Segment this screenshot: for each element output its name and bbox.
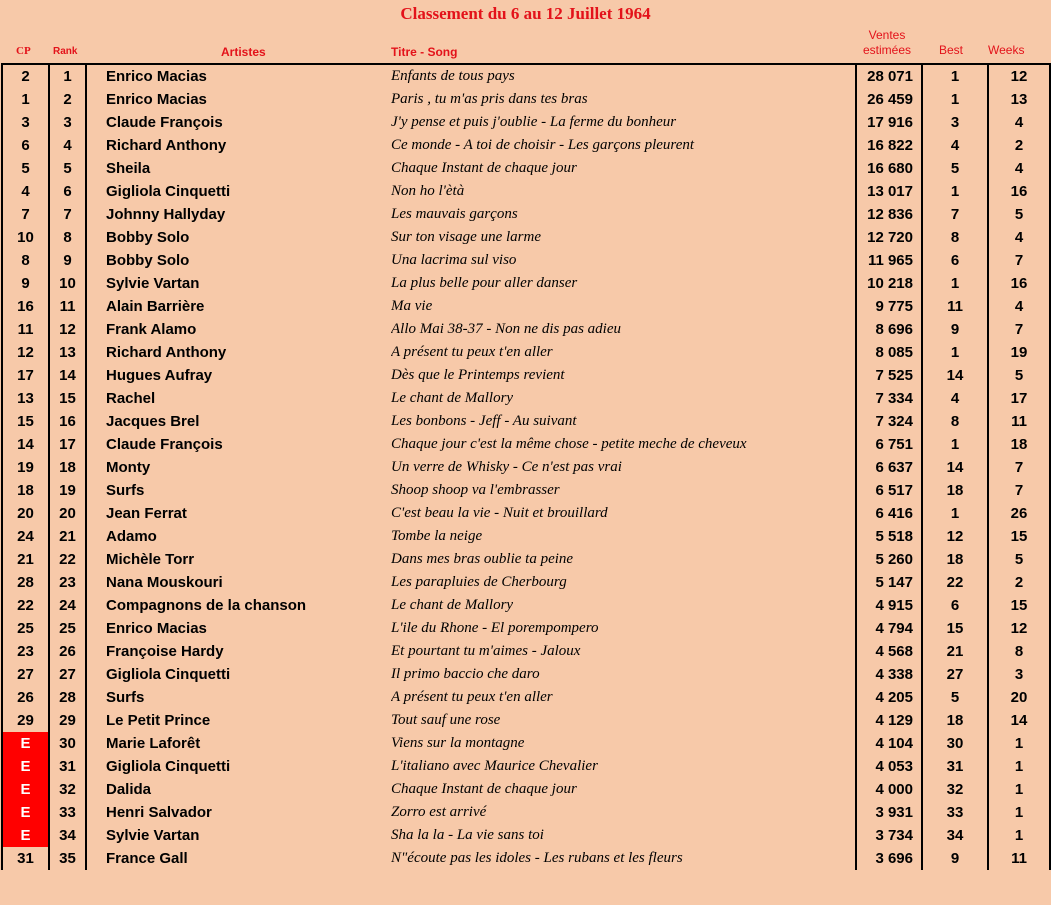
cell-sales: 10 218: [856, 272, 922, 295]
cell-title: Chaque jour c'est la même chose - petite meche de cheveux: [391, 433, 856, 456]
cell-previous-position: 26: [2, 686, 49, 709]
cell-previous-position: 5: [2, 157, 49, 180]
cell-rank: 1: [49, 64, 86, 88]
cell-weeks: 12: [988, 64, 1050, 88]
cell-sales: 4 129: [856, 709, 922, 732]
cell-artist: Compagnons de la chanson: [86, 594, 391, 617]
cell-rank: 11: [49, 295, 86, 318]
cell-sales: 4 915: [856, 594, 922, 617]
cell-title: Un verre de Whisky - Ce n'est pas vrai: [391, 456, 856, 479]
cell-weeks: 5: [988, 203, 1050, 226]
cell-artist: Le Petit Prince: [86, 709, 391, 732]
cell-weeks: 4: [988, 111, 1050, 134]
table-row: [2, 272, 1050, 295]
cell-rank: 4: [49, 134, 86, 157]
cell-previous-position: E: [2, 732, 49, 755]
table-row: [2, 709, 1050, 732]
cell-previous-position: 6: [2, 134, 49, 157]
cell-title: Viens sur la montagne: [391, 732, 856, 755]
cell-sales: 7 525: [856, 364, 922, 387]
cell-previous-position: 17: [2, 364, 49, 387]
cell-best: 1: [922, 502, 988, 525]
cell-artist: Jacques Brel: [86, 410, 391, 433]
cell-sales: 9 775: [856, 295, 922, 318]
table-row: [2, 617, 1050, 640]
cell-best: 1: [922, 64, 988, 88]
cell-artist: Monty: [86, 456, 391, 479]
cell-best: 4: [922, 387, 988, 410]
table-row: [2, 226, 1050, 249]
cell-title: Les parapluies de Cherbourg: [391, 571, 856, 594]
cell-title: Il primo baccio che daro: [391, 663, 856, 686]
cell-previous-position: 16: [2, 295, 49, 318]
cell-sales: 17 916: [856, 111, 922, 134]
cell-title: Le chant de Mallory: [391, 594, 856, 617]
cell-artist: Adamo: [86, 525, 391, 548]
cell-best: 8: [922, 410, 988, 433]
cell-title: Chaque Instant de chaque jour: [391, 778, 856, 801]
cell-previous-position: 1: [2, 88, 49, 111]
cell-best: 6: [922, 249, 988, 272]
table-row: [2, 249, 1050, 272]
cell-previous-position: E: [2, 824, 49, 847]
cell-artist: Michèle Torr: [86, 548, 391, 571]
chart-rows: [2, 64, 1050, 870]
cell-artist: Alain Barrière: [86, 295, 391, 318]
cell-best: 22: [922, 571, 988, 594]
cell-sales: 8 085: [856, 341, 922, 364]
header-sales-line2: estimées: [862, 43, 912, 57]
cell-rank: 30: [49, 732, 86, 755]
cell-artist: Richard Anthony: [86, 341, 391, 364]
cell-title: L'italiano avec Maurice Chevalier: [391, 755, 856, 778]
cell-rank: 10: [49, 272, 86, 295]
cell-sales: 3 696: [856, 847, 922, 870]
page-title: Classement du 6 au 12 Juillet 1964: [400, 4, 651, 23]
cell-previous-position: 11: [2, 318, 49, 341]
cell-previous-position: 10: [2, 226, 49, 249]
table-row: [2, 64, 1050, 88]
cell-sales: 3 931: [856, 801, 922, 824]
cell-weeks: 16: [988, 180, 1050, 203]
cell-rank: 9: [49, 249, 86, 272]
cell-rank: 25: [49, 617, 86, 640]
cell-title: Non ho l'ètà: [391, 180, 856, 203]
cell-title: La plus belle pour aller danser: [391, 272, 856, 295]
cell-title: C'est beau la vie - Nuit et brouillard: [391, 502, 856, 525]
cell-rank: 6: [49, 180, 86, 203]
cell-sales: 4 794: [856, 617, 922, 640]
cell-previous-position: 7: [2, 203, 49, 226]
cell-rank: 12: [49, 318, 86, 341]
cell-weeks: 4: [988, 226, 1050, 249]
header-best: Best: [939, 43, 964, 57]
cell-rank: 26: [49, 640, 86, 663]
cell-best: 18: [922, 479, 988, 502]
cell-weeks: 1: [988, 732, 1050, 755]
cell-previous-position: 3: [2, 111, 49, 134]
cell-best: 6: [922, 594, 988, 617]
cell-weeks: 7: [988, 479, 1050, 502]
cell-best: 11: [922, 295, 988, 318]
cell-best: 14: [922, 456, 988, 479]
cell-sales: 3 734: [856, 824, 922, 847]
cell-title: Zorro est arrivé: [391, 801, 856, 824]
cell-previous-position: 9: [2, 272, 49, 295]
cell-weeks: 2: [988, 134, 1050, 157]
cell-title: Ce monde - A toi de choisir - Les garçons pleurent: [391, 134, 856, 157]
cell-best: 33: [922, 801, 988, 824]
cell-previous-position: 29: [2, 709, 49, 732]
cell-title: Les bonbons - Jeff - Au suivant: [391, 410, 856, 433]
cell-rank: 17: [49, 433, 86, 456]
cell-previous-position: 15: [2, 410, 49, 433]
cell-sales: 5 518: [856, 525, 922, 548]
table-row: [2, 203, 1050, 226]
header-sales-line1: Ventes: [868, 28, 906, 42]
cell-weeks: 4: [988, 157, 1050, 180]
cell-sales: 7 334: [856, 387, 922, 410]
cell-previous-position: 27: [2, 663, 49, 686]
cell-rank: 28: [49, 686, 86, 709]
cell-title: Tombe la neige: [391, 525, 856, 548]
cell-rank: 14: [49, 364, 86, 387]
cell-best: 21: [922, 640, 988, 663]
cell-weeks: 3: [988, 663, 1050, 686]
cell-rank: 8: [49, 226, 86, 249]
table-row: [2, 824, 1050, 847]
table-row: [2, 571, 1050, 594]
cell-previous-position: E: [2, 755, 49, 778]
cell-sales: 4 338: [856, 663, 922, 686]
cell-title: Dès que le Printemps revient: [391, 364, 856, 387]
table-row: [2, 732, 1050, 755]
header-rank: Rank: [53, 46, 78, 57]
cell-sales: 6 637: [856, 456, 922, 479]
cell-sales: 4 104: [856, 732, 922, 755]
cell-artist: Rachel: [86, 387, 391, 410]
cell-sales: 6 517: [856, 479, 922, 502]
cell-title: J'y pense et puis j'oublie - La ferme du bonheur: [391, 111, 856, 134]
cell-best: 5: [922, 157, 988, 180]
cell-title: Les mauvais garçons: [391, 203, 856, 226]
header-title: Titre - Song: [391, 45, 458, 59]
cell-previous-position: 21: [2, 548, 49, 571]
cell-artist: Hugues Aufray: [86, 364, 391, 387]
cell-artist: Richard Anthony: [86, 134, 391, 157]
cell-weeks: 26: [988, 502, 1050, 525]
cell-previous-position: 8: [2, 249, 49, 272]
cell-best: 9: [922, 318, 988, 341]
cell-weeks: 8: [988, 640, 1050, 663]
cell-rank: 33: [49, 801, 86, 824]
table-row: [2, 801, 1050, 824]
table-row: [2, 341, 1050, 364]
cell-sales: 6 416: [856, 502, 922, 525]
cell-best: 9: [922, 847, 988, 870]
cell-best: 27: [922, 663, 988, 686]
cell-previous-position: 24: [2, 525, 49, 548]
table-row: [2, 640, 1050, 663]
table-row: [2, 180, 1050, 203]
cell-title: N"écoute pas les idoles - Les rubans et les fleurs: [391, 847, 856, 870]
cell-best: 1: [922, 272, 988, 295]
cell-title: Sur ton visage une larme: [391, 226, 856, 249]
cell-artist: Enrico Macias: [86, 88, 391, 111]
cell-sales: 6 751: [856, 433, 922, 456]
cell-title: Paris , tu m'as pris dans tes bras: [391, 88, 856, 111]
cell-artist: Dalida: [86, 778, 391, 801]
cell-title: Allo Mai 38-37 - Non ne dis pas adieu: [391, 318, 856, 341]
cell-weeks: 19: [988, 341, 1050, 364]
cell-weeks: 17: [988, 387, 1050, 410]
cell-sales: 4 000: [856, 778, 922, 801]
cell-previous-position: 28: [2, 571, 49, 594]
cell-weeks: 1: [988, 778, 1050, 801]
cell-title: Enfants de tous pays: [391, 64, 856, 88]
cell-sales: 12 720: [856, 226, 922, 249]
cell-sales: 13 017: [856, 180, 922, 203]
cell-weeks: 14: [988, 709, 1050, 732]
cell-weeks: 5: [988, 548, 1050, 571]
cell-weeks: 5: [988, 364, 1050, 387]
cell-weeks: 11: [988, 847, 1050, 870]
cell-best: 3: [922, 111, 988, 134]
table-row: [2, 364, 1050, 387]
cell-weeks: 12: [988, 617, 1050, 640]
table-row: [2, 134, 1050, 157]
cell-rank: 31: [49, 755, 86, 778]
cell-title: A présent tu peux t'en aller: [391, 341, 856, 364]
cell-rank: 22: [49, 548, 86, 571]
cell-sales: 7 324: [856, 410, 922, 433]
cell-rank: 3: [49, 111, 86, 134]
cell-artist: Johnny Hallyday: [86, 203, 391, 226]
cell-weeks: 13: [988, 88, 1050, 111]
cell-weeks: 18: [988, 433, 1050, 456]
cell-sales: 8 696: [856, 318, 922, 341]
cell-artist: Françoise Hardy: [86, 640, 391, 663]
table-row: [2, 778, 1050, 801]
cell-title: Sha la la - La vie sans toi: [391, 824, 856, 847]
table-row: [2, 157, 1050, 180]
table-row: [2, 663, 1050, 686]
cell-best: 7: [922, 203, 988, 226]
cell-title: Tout sauf une rose: [391, 709, 856, 732]
cell-title: Et pourtant tu m'aimes - Jaloux: [391, 640, 856, 663]
cell-weeks: 1: [988, 824, 1050, 847]
cell-artist: Claude François: [86, 433, 391, 456]
cell-title: Dans mes bras oublie ta peine: [391, 548, 856, 571]
cell-rank: 7: [49, 203, 86, 226]
table-row: [2, 387, 1050, 410]
cell-previous-position: E: [2, 778, 49, 801]
cell-artist: Bobby Solo: [86, 226, 391, 249]
cell-best: 31: [922, 755, 988, 778]
cell-artist: Nana Mouskouri: [86, 571, 391, 594]
cell-sales: 16 822: [856, 134, 922, 157]
cell-rank: 27: [49, 663, 86, 686]
cell-artist: Sylvie Vartan: [86, 824, 391, 847]
cell-weeks: 7: [988, 249, 1050, 272]
cell-weeks: 7: [988, 318, 1050, 341]
cell-sales: 11 965: [856, 249, 922, 272]
cell-rank: 2: [49, 88, 86, 111]
cell-best: 8: [922, 226, 988, 249]
table-row: [2, 410, 1050, 433]
cell-rank: 16: [49, 410, 86, 433]
cell-rank: 15: [49, 387, 86, 410]
cell-best: 30: [922, 732, 988, 755]
cell-title: Chaque Instant de chaque jour: [391, 157, 856, 180]
header-artist: Artistes: [221, 45, 266, 59]
cell-artist: Gigliola Cinquetti: [86, 663, 391, 686]
cell-best: 14: [922, 364, 988, 387]
table-row: [2, 479, 1050, 502]
cell-sales: 4 568: [856, 640, 922, 663]
cell-artist: Surfs: [86, 686, 391, 709]
cell-best: 32: [922, 778, 988, 801]
cell-best: 34: [922, 824, 988, 847]
cell-rank: 24: [49, 594, 86, 617]
cell-best: 5: [922, 686, 988, 709]
cell-sales: 26 459: [856, 88, 922, 111]
cell-previous-position: 14: [2, 433, 49, 456]
cell-weeks: 20: [988, 686, 1050, 709]
cell-best: 1: [922, 341, 988, 364]
table-row: [2, 548, 1050, 571]
table-row: [2, 111, 1050, 134]
cell-title: Le chant de Mallory: [391, 387, 856, 410]
cell-artist: Claude François: [86, 111, 391, 134]
cell-weeks: 2: [988, 571, 1050, 594]
cell-artist: Frank Alamo: [86, 318, 391, 341]
cell-best: 1: [922, 433, 988, 456]
header-weeks: Weeks: [988, 43, 1025, 57]
cell-best: 12: [922, 525, 988, 548]
cell-artist: Marie Laforêt: [86, 732, 391, 755]
cell-rank: 34: [49, 824, 86, 847]
cell-weeks: 1: [988, 801, 1050, 824]
cell-rank: 35: [49, 847, 86, 870]
cell-rank: 32: [49, 778, 86, 801]
cell-rank: 21: [49, 525, 86, 548]
cell-weeks: 7: [988, 456, 1050, 479]
table-row: [2, 433, 1050, 456]
cell-rank: 18: [49, 456, 86, 479]
cell-sales: 28 071: [856, 64, 922, 88]
cell-best: 1: [922, 180, 988, 203]
cell-artist: Jean Ferrat: [86, 502, 391, 525]
cell-previous-position: 31: [2, 847, 49, 870]
table-row: [2, 456, 1050, 479]
cell-previous-position: 12: [2, 341, 49, 364]
cell-sales: 5 147: [856, 571, 922, 594]
table-row: [2, 502, 1050, 525]
cell-rank: 13: [49, 341, 86, 364]
chart-table: [1, 63, 1051, 870]
cell-title: L'ile du Rhone - El porempompero: [391, 617, 856, 640]
cell-weeks: 15: [988, 525, 1050, 548]
cell-previous-position: 25: [2, 617, 49, 640]
cell-previous-position: 19: [2, 456, 49, 479]
cell-rank: 5: [49, 157, 86, 180]
cell-sales: 16 680: [856, 157, 922, 180]
table-row: [2, 295, 1050, 318]
cell-best: 15: [922, 617, 988, 640]
cell-artist: Surfs: [86, 479, 391, 502]
cell-artist: Bobby Solo: [86, 249, 391, 272]
cell-title: Shoop shoop va l'embrasser: [391, 479, 856, 502]
cell-artist: Enrico Macias: [86, 64, 391, 88]
cell-previous-position: 18: [2, 479, 49, 502]
cell-best: 18: [922, 709, 988, 732]
cell-sales: 5 260: [856, 548, 922, 571]
cell-previous-position: 13: [2, 387, 49, 410]
cell-previous-position: 22: [2, 594, 49, 617]
cell-best: 4: [922, 134, 988, 157]
header-cp: CP: [16, 45, 31, 57]
cell-sales: 4 205: [856, 686, 922, 709]
cell-rank: 23: [49, 571, 86, 594]
cell-artist: Gigliola Cinquetti: [86, 755, 391, 778]
cell-artist: Gigliola Cinquetti: [86, 180, 391, 203]
table-row: [2, 755, 1050, 778]
cell-best: 1: [922, 88, 988, 111]
cell-artist: Sheila: [86, 157, 391, 180]
cell-artist: Sylvie Vartan: [86, 272, 391, 295]
cell-weeks: 4: [988, 295, 1050, 318]
cell-rank: 29: [49, 709, 86, 732]
cell-artist: Henri Salvador: [86, 801, 391, 824]
cell-weeks: 15: [988, 594, 1050, 617]
table-row: [2, 594, 1050, 617]
table-row: [2, 847, 1050, 870]
cell-best: 18: [922, 548, 988, 571]
table-row: [2, 686, 1050, 709]
table-row: [2, 318, 1050, 341]
cell-artist: Enrico Macias: [86, 617, 391, 640]
header-sales: [853, 28, 921, 58]
cell-previous-position: 4: [2, 180, 49, 203]
cell-artist: France Gall: [86, 847, 391, 870]
cell-previous-position: E: [2, 801, 49, 824]
cell-previous-position: 2: [2, 64, 49, 88]
cell-weeks: 16: [988, 272, 1050, 295]
cell-weeks: 1: [988, 755, 1050, 778]
cell-title: A présent tu peux t'en aller: [391, 686, 856, 709]
cell-rank: 19: [49, 479, 86, 502]
cell-sales: 4 053: [856, 755, 922, 778]
cell-weeks: 11: [988, 410, 1050, 433]
cell-rank: 20: [49, 502, 86, 525]
cell-title: Una lacrima sul viso: [391, 249, 856, 272]
table-row: [2, 525, 1050, 548]
cell-previous-position: 20: [2, 502, 49, 525]
table-row: [2, 88, 1050, 111]
cell-previous-position: 23: [2, 640, 49, 663]
cell-title: Ma vie: [391, 295, 856, 318]
cell-sales: 12 836: [856, 203, 922, 226]
